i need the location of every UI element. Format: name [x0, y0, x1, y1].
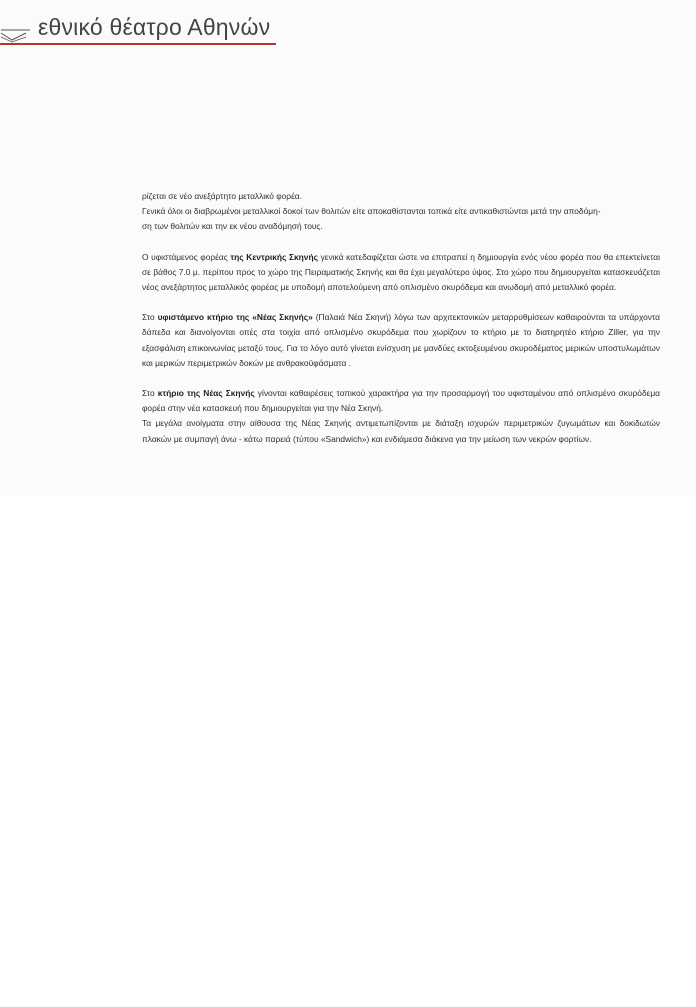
paragraph-4	[142, 386, 660, 447]
emphasis-text: υφιστάμενο κτήριο της «Νέας Σκηνής»	[157, 312, 313, 323]
paragraph-text: γενικά κατεδαφίζεται ώστε να επιτραπεί η δημιουργία ενός νέου φορέα που θα επεκτείνεται σε βάθος 7.0 μ. περίπου προς το χώρο της Πειραματικής Σκηνής και θα έχει μεγαλύτερο ύψος. Στο χώρο που δημιουργείται κατασκευάζεται νέος ανεξάρτητος μεταλλικός φορέας με υποδομή αποτελούμενη από οπλισμένο σκυρόδεμα και ανωδομή από μεταλλικό φορέα.	[142, 251, 661, 293]
paragraph-line: ρίζεται σε νέο ανεξάρτητο μεταλλικό φορέα.	[142, 191, 302, 201]
paragraph-line: Γενικά όλοι οι διαβρωμένοι μεταλλικοί δοκοί των θολιτών είτε αποκαθίστανται τοπικά είτε αντικαθιστώνται μετά την αποδόμη-	[142, 206, 601, 217]
emphasis-text: κτήριο της Νέας Σκηνής	[157, 388, 255, 399]
paragraph-2	[142, 250, 660, 296]
document-body	[142, 189, 660, 462]
paragraph-text: Στο	[142, 388, 158, 399]
paragraph-text: (Παλαιά Νέα Σκηνή) λόγω των αρχιτεκτονικών μεταρρυθμίσεων καθαιρούνται τα υπάρχοντα δάπεδα και διανοίγονται οπές στα τοιχία από οπλισμένο σκυρόδεμα που χωρίζουν το κτήριο με το διατηρητέο κτήριο Ziller, για την εξασφάλιση επικοινωνίας μεταξύ τους. Για το λόγο αυτό γίνεται ενίσχυση με μανδύες εκτοξευμένου σκυροδέματος μερικών υποστυλωμάτων και μερικών περιμετρικών δοκών με ανθρακοϋφάσματα .	[142, 312, 660, 368]
header-rule	[0, 43, 276, 45]
paragraph-line: ση των θολιτών και την εκ νέου αναδόμησή τους.	[142, 221, 323, 232]
paragraph-text: Ο υφιστάμενος φορέας	[142, 251, 231, 262]
paragraph-text: Τα μεγάλα ανοίγματα στην αίθουσα της Νέας Σκηνής αντιμετωπίζονται με διάταξη ισχυρών περιμετρικών ζυγωμάτων και δοκιδωτών πλακών με συμπαγή άνω - κάτω παρειά (τύπου «Sandwich») και ενδιάμεσα διάκενα για την μείωση των νεκρών φορτίων.	[142, 418, 660, 444]
paragraph-text: γίνονται καθαιρέσεις τοπικού χαρακτήρα για την προσαρμογή του υφισταμένου από οπλισμένο σκυρόδεμα φορέα στην νέα κατασκευή που δημιουργείται για την Νέα Σκηνή.	[142, 388, 661, 414]
paragraph-text: Στο	[142, 312, 158, 323]
paragraph-1	[142, 189, 660, 235]
page-header	[0, 10, 280, 44]
paragraph-3	[142, 310, 660, 371]
brand-title: εθνικό θέατρο Αθηνών	[38, 14, 271, 40]
emphasis-text: της Κεντρικής Σκηνής	[230, 251, 318, 262]
